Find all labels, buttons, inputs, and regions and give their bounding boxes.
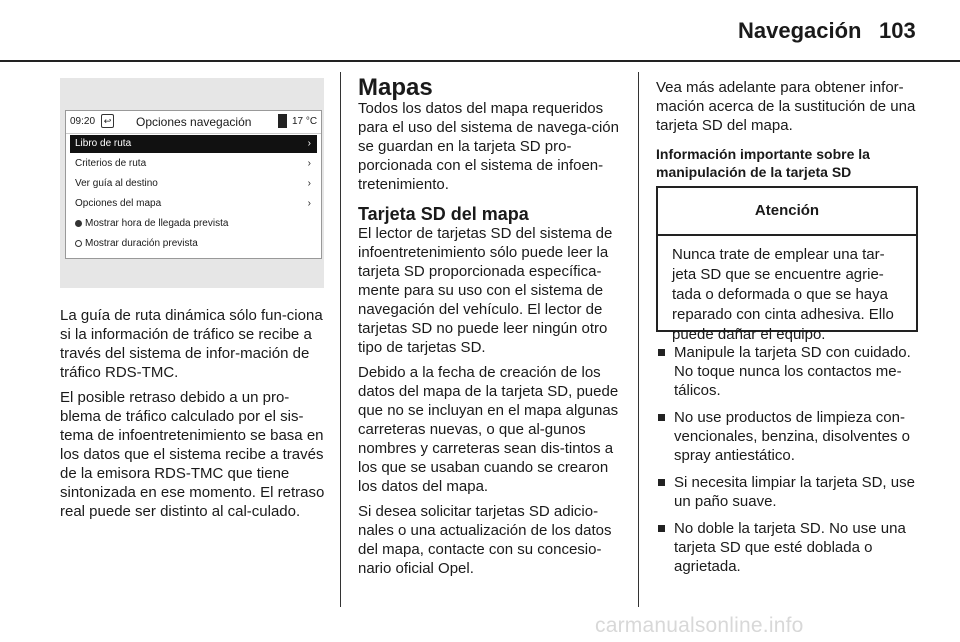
menu-item-libro-de-ruta[interactable]	[70, 135, 317, 153]
paragraph: Todos los datos del mapa requeridos para el uso del sistema de navega-ción se guardan en la tarjeta SD pro-porcionada con el sistema de infoen-tretenimiento.	[358, 100, 619, 193]
chevron-right-icon: ›	[307, 178, 311, 189]
warning-box	[656, 186, 918, 343]
menu-item-label: Criterios de ruta	[75, 158, 147, 169]
radio-label: Mostrar duración prevista	[85, 238, 198, 249]
warning-title: Atención	[658, 188, 916, 236]
chevron-right-icon: ›	[307, 138, 311, 149]
chevron-right-icon: ›	[307, 198, 311, 209]
navigation-screen-figure	[60, 78, 324, 288]
menu-item-label: Ver guía al destino	[75, 178, 158, 189]
list-item	[656, 408, 922, 465]
column-2-text	[358, 74, 624, 584]
radio-label: Mostrar hora de llegada prevista	[85, 218, 229, 229]
paragraph: El posible retraso debido a un pro-blema de tráfico calculado por el sis-tema de infoentretenimiento se basa en los datos que el sistema recibe a través de la emisora RDS-TMC que tiene sintonizada en ese momento. El retraso real puede ser distinto al cal-culado.	[60, 389, 325, 520]
thermometer-icon	[278, 114, 287, 128]
temperature: 17 °C	[292, 116, 318, 127]
chevron-right-icon: ›	[307, 158, 311, 169]
heading-tarjeta-sd: Tarjeta SD del mapa	[358, 204, 529, 224]
menu-item-ver-guia[interactable]	[70, 175, 317, 193]
menu-item-criterios-de-ruta[interactable]	[70, 155, 317, 173]
display-screen	[65, 110, 322, 259]
header-divider	[0, 60, 960, 62]
radio-duracion[interactable]	[70, 235, 317, 253]
screen-title: Opciones navegación	[136, 115, 252, 129]
heading-mapas: Mapas	[358, 74, 433, 101]
radio-hora-llegada[interactable]	[70, 215, 317, 233]
clock: 09:20	[70, 116, 96, 127]
list-item	[656, 473, 922, 511]
list-item-text: No doble la tarjeta SD. No use una tarjeta SD que esté doblada o agrietada.	[674, 520, 906, 575]
list-item	[656, 343, 922, 400]
radio-unchecked-icon	[75, 240, 82, 247]
bullet-square-icon	[658, 414, 665, 421]
page-number: 103	[879, 18, 916, 43]
bullet-square-icon	[658, 479, 665, 486]
column-3-text	[656, 78, 924, 193]
heading-informacion-importante: Información importante sobre la manipulación de la tarjeta SD	[656, 146, 870, 180]
paragraph: Vea más adelante para obtener infor-mación acerca de la sustitución de una tarjeta SD del mapa.	[656, 79, 916, 134]
paragraph: El lector de tarjetas SD del sistema de infoentretenimiento sólo puede leer la tarjeta SD proporcionada específica-mente para su uso con el sistema de navegación del vehículo. El lector de tarjetas SD no puede leer ningún otro tipo de tarjetas SD.	[358, 225, 613, 356]
paragraph: La guía de ruta dinámica sólo fun-ciona si la información de tráfico se recibe a través del sistema de infor-mación de tráfico RDS-TMC.	[60, 307, 323, 381]
bullet-square-icon	[658, 349, 665, 356]
menu-item-label: Libro de ruta	[75, 138, 132, 149]
bullet-square-icon	[658, 525, 665, 532]
menu-item-opciones-mapa[interactable]	[70, 195, 317, 213]
column-divider-2	[638, 72, 639, 607]
menu-item-label: Opciones del mapa	[75, 198, 162, 209]
watermark: carmanualsonline.info	[595, 614, 804, 637]
paragraph: Debido a la fecha de creación de los datos del mapa de la tarjeta SD, puede que no se incluyan en el mapa algunas carreteras nuevas, o que al-gunos nombres y carreteras sean dis-tintos a los que se usaban cuando se crearon los datos del mapa.	[358, 364, 619, 495]
column-divider-1	[340, 72, 341, 607]
list-item	[656, 519, 922, 576]
list-item-text: Si necesita limpiar la tarjeta SD, use un paño suave.	[674, 474, 915, 510]
bullet-list	[656, 343, 922, 584]
list-item-text: Manipule la tarjeta SD con cuidado. No toque nunca los contactos me-tálicos.	[674, 344, 911, 399]
list-item-text: No use productos de limpieza con-vencionales, benzina, disolventes o spray antiestático.	[674, 409, 910, 464]
column-1-text	[60, 306, 326, 527]
section-title: Navegación	[738, 18, 862, 43]
back-icon: ↩	[101, 114, 114, 128]
paragraph: Si desea solicitar tarjetas SD adicio-nales o una actualización de los datos del mapa, contacte con su concesio-nario oficial Opel.	[358, 503, 612, 577]
warning-body: Nunca trate de emplear una tar-jeta SD que se encuentre agrie-tada o deformada o que se haya reparado con cinta adhesiva. Ello puede dañar el equipo.	[672, 246, 894, 343]
screen-header	[66, 111, 321, 134]
radio-checked-icon	[75, 220, 82, 227]
